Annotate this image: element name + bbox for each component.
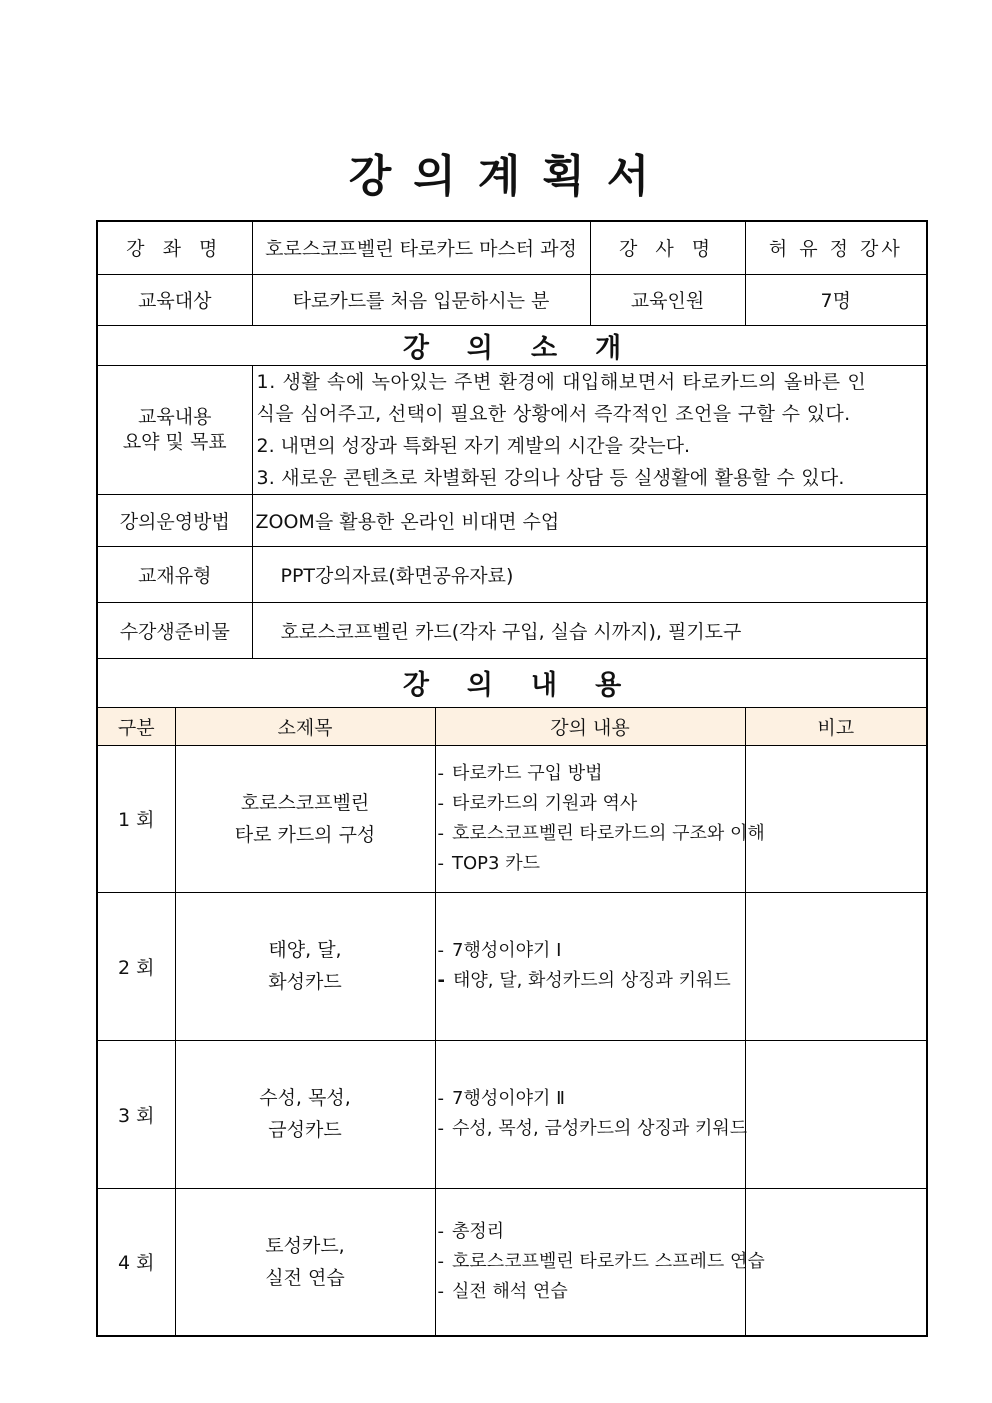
- session-subtitle: [175, 1188, 435, 1336]
- session-items: [435, 1188, 765, 1336]
- intro-heading-row: [97, 325, 927, 365]
- table-row: [97, 1040, 927, 1188]
- list-item: - 타로카드의 기원과 역사: [437, 792, 638, 814]
- session-no: 4 회: [97, 1188, 175, 1336]
- col-subtitle: 소제목: [175, 707, 435, 745]
- list-item: - 타로카드 구입 방법: [437, 762, 603, 784]
- goal-row: [97, 365, 927, 494]
- prep-value: 호로스코프벨린 카드(각자 구입, 실습 시까지), 필기도구: [252, 602, 927, 658]
- course-value: 호로스코프벨린 타로카드 마스터 과정: [252, 221, 590, 274]
- method-value: ZOOM을 활용한 온라인 비대면 수업: [252, 494, 927, 546]
- session-subtitle-line-1: 수성, 목성,: [259, 1087, 351, 1109]
- method-label: 강의운영방법: [97, 494, 252, 546]
- material-row: [97, 546, 927, 602]
- list-item: - 실전 해석 연습: [437, 1280, 568, 1302]
- list-item: - 태양, 달, 화성카드의 상징과 키워드: [437, 970, 731, 991]
- list-item: - TOP3 카드: [437, 852, 540, 874]
- col-content: 강의 내용: [435, 707, 745, 745]
- target-value: 타로카드를 처음 입문하시는 분: [252, 274, 590, 325]
- method-row: [97, 494, 927, 546]
- goal-line-1: 1. 생활 속에 녹아있는 주변 환경에 대입해보면서 타로카드의 올바른 인: [256, 370, 867, 393]
- content-header-row: [97, 707, 927, 745]
- col-note: 비고: [745, 707, 927, 745]
- goal-label-line-2: 요약 및 목표: [122, 430, 227, 453]
- goal-line-4: 3. 새로운 콘텐츠로 차별화된 강의나 상담 등 실생활에 활용할 수 있다.: [256, 466, 845, 489]
- instructor-value: 허 유 정 강사: [745, 221, 927, 274]
- info-row-course: [97, 221, 927, 274]
- session-subtitle-line-1: 토성카드,: [265, 1234, 345, 1257]
- session-no: 3 회: [97, 1040, 175, 1188]
- list-item: - 7행성이야기 Ⅰ: [437, 940, 562, 961]
- session-subtitle-line-2: 실전 연습: [265, 1266, 345, 1289]
- session-subtitle: [175, 745, 435, 892]
- session-items: [435, 892, 745, 1040]
- session-items: [435, 745, 765, 892]
- goal-text: [252, 365, 927, 494]
- info-row-target: [97, 274, 927, 325]
- session-note: [745, 1040, 927, 1188]
- session-note: [745, 745, 927, 892]
- session-subtitle-line-1: 태양, 달,: [268, 939, 342, 961]
- list-item: - 수성, 목성, 금성카드의 상징과 키워드: [437, 1118, 748, 1139]
- content-heading: 강의내용: [97, 658, 927, 707]
- lecture-plan-table: [96, 220, 928, 1337]
- list-item: - 호로스코프벨린 타로카드 스프레드 연습: [437, 1250, 765, 1272]
- table-row: [97, 892, 927, 1040]
- headcount-label: 교육인원: [590, 274, 745, 325]
- instructor-label: 강 사 명: [590, 221, 745, 274]
- col-no: 구분: [97, 707, 175, 745]
- session-subtitle-line-2: 타로 카드의 구성: [234, 823, 376, 846]
- material-label: 교재유형: [97, 546, 252, 602]
- session-note: [745, 1188, 927, 1336]
- session-subtitle-line-2: 금성카드: [268, 1119, 342, 1141]
- list-item: - 7행성이야기 Ⅱ: [437, 1088, 565, 1109]
- list-item: - 호로스코프벨린 타로카드의 구조와 이해: [437, 822, 765, 844]
- table-row: [97, 1188, 927, 1336]
- goal-line-3: 2. 내면의 성장과 특화된 자기 계발의 시간을 갖는다.: [256, 434, 691, 457]
- headcount-value: 7명: [745, 274, 927, 325]
- prep-row: [97, 602, 927, 658]
- list-item: - 총정리: [437, 1220, 505, 1242]
- course-label: 강 좌 명: [97, 221, 252, 274]
- session-subtitle-line-2: 화성카드: [268, 971, 342, 993]
- session-no: 2 회: [97, 892, 175, 1040]
- target-label: 교육대상: [97, 274, 252, 325]
- intro-heading: 강의소개: [97, 325, 927, 365]
- session-note: [745, 892, 927, 1040]
- session-subtitle-line-1: 호로스코프벨린: [240, 791, 370, 814]
- goal-label: [97, 365, 252, 494]
- page-title: 강의계획서: [348, 151, 672, 202]
- material-value: PPT강의자료(화면공유자료): [252, 546, 927, 602]
- content-heading-row: [97, 658, 927, 707]
- goal-label-line-1: 교육내용: [138, 405, 212, 428]
- prep-label: 수강생준비물: [97, 602, 252, 658]
- goal-line-2: 식을 심어주고, 선택이 필요한 상황에서 즉각적인 조언을 구할 수 있다.: [256, 402, 851, 425]
- session-subtitle: [175, 892, 435, 1040]
- session-no: 1 회: [97, 745, 175, 892]
- session-items: [435, 1040, 748, 1188]
- table-row: [97, 745, 927, 892]
- session-subtitle: [175, 1040, 435, 1188]
